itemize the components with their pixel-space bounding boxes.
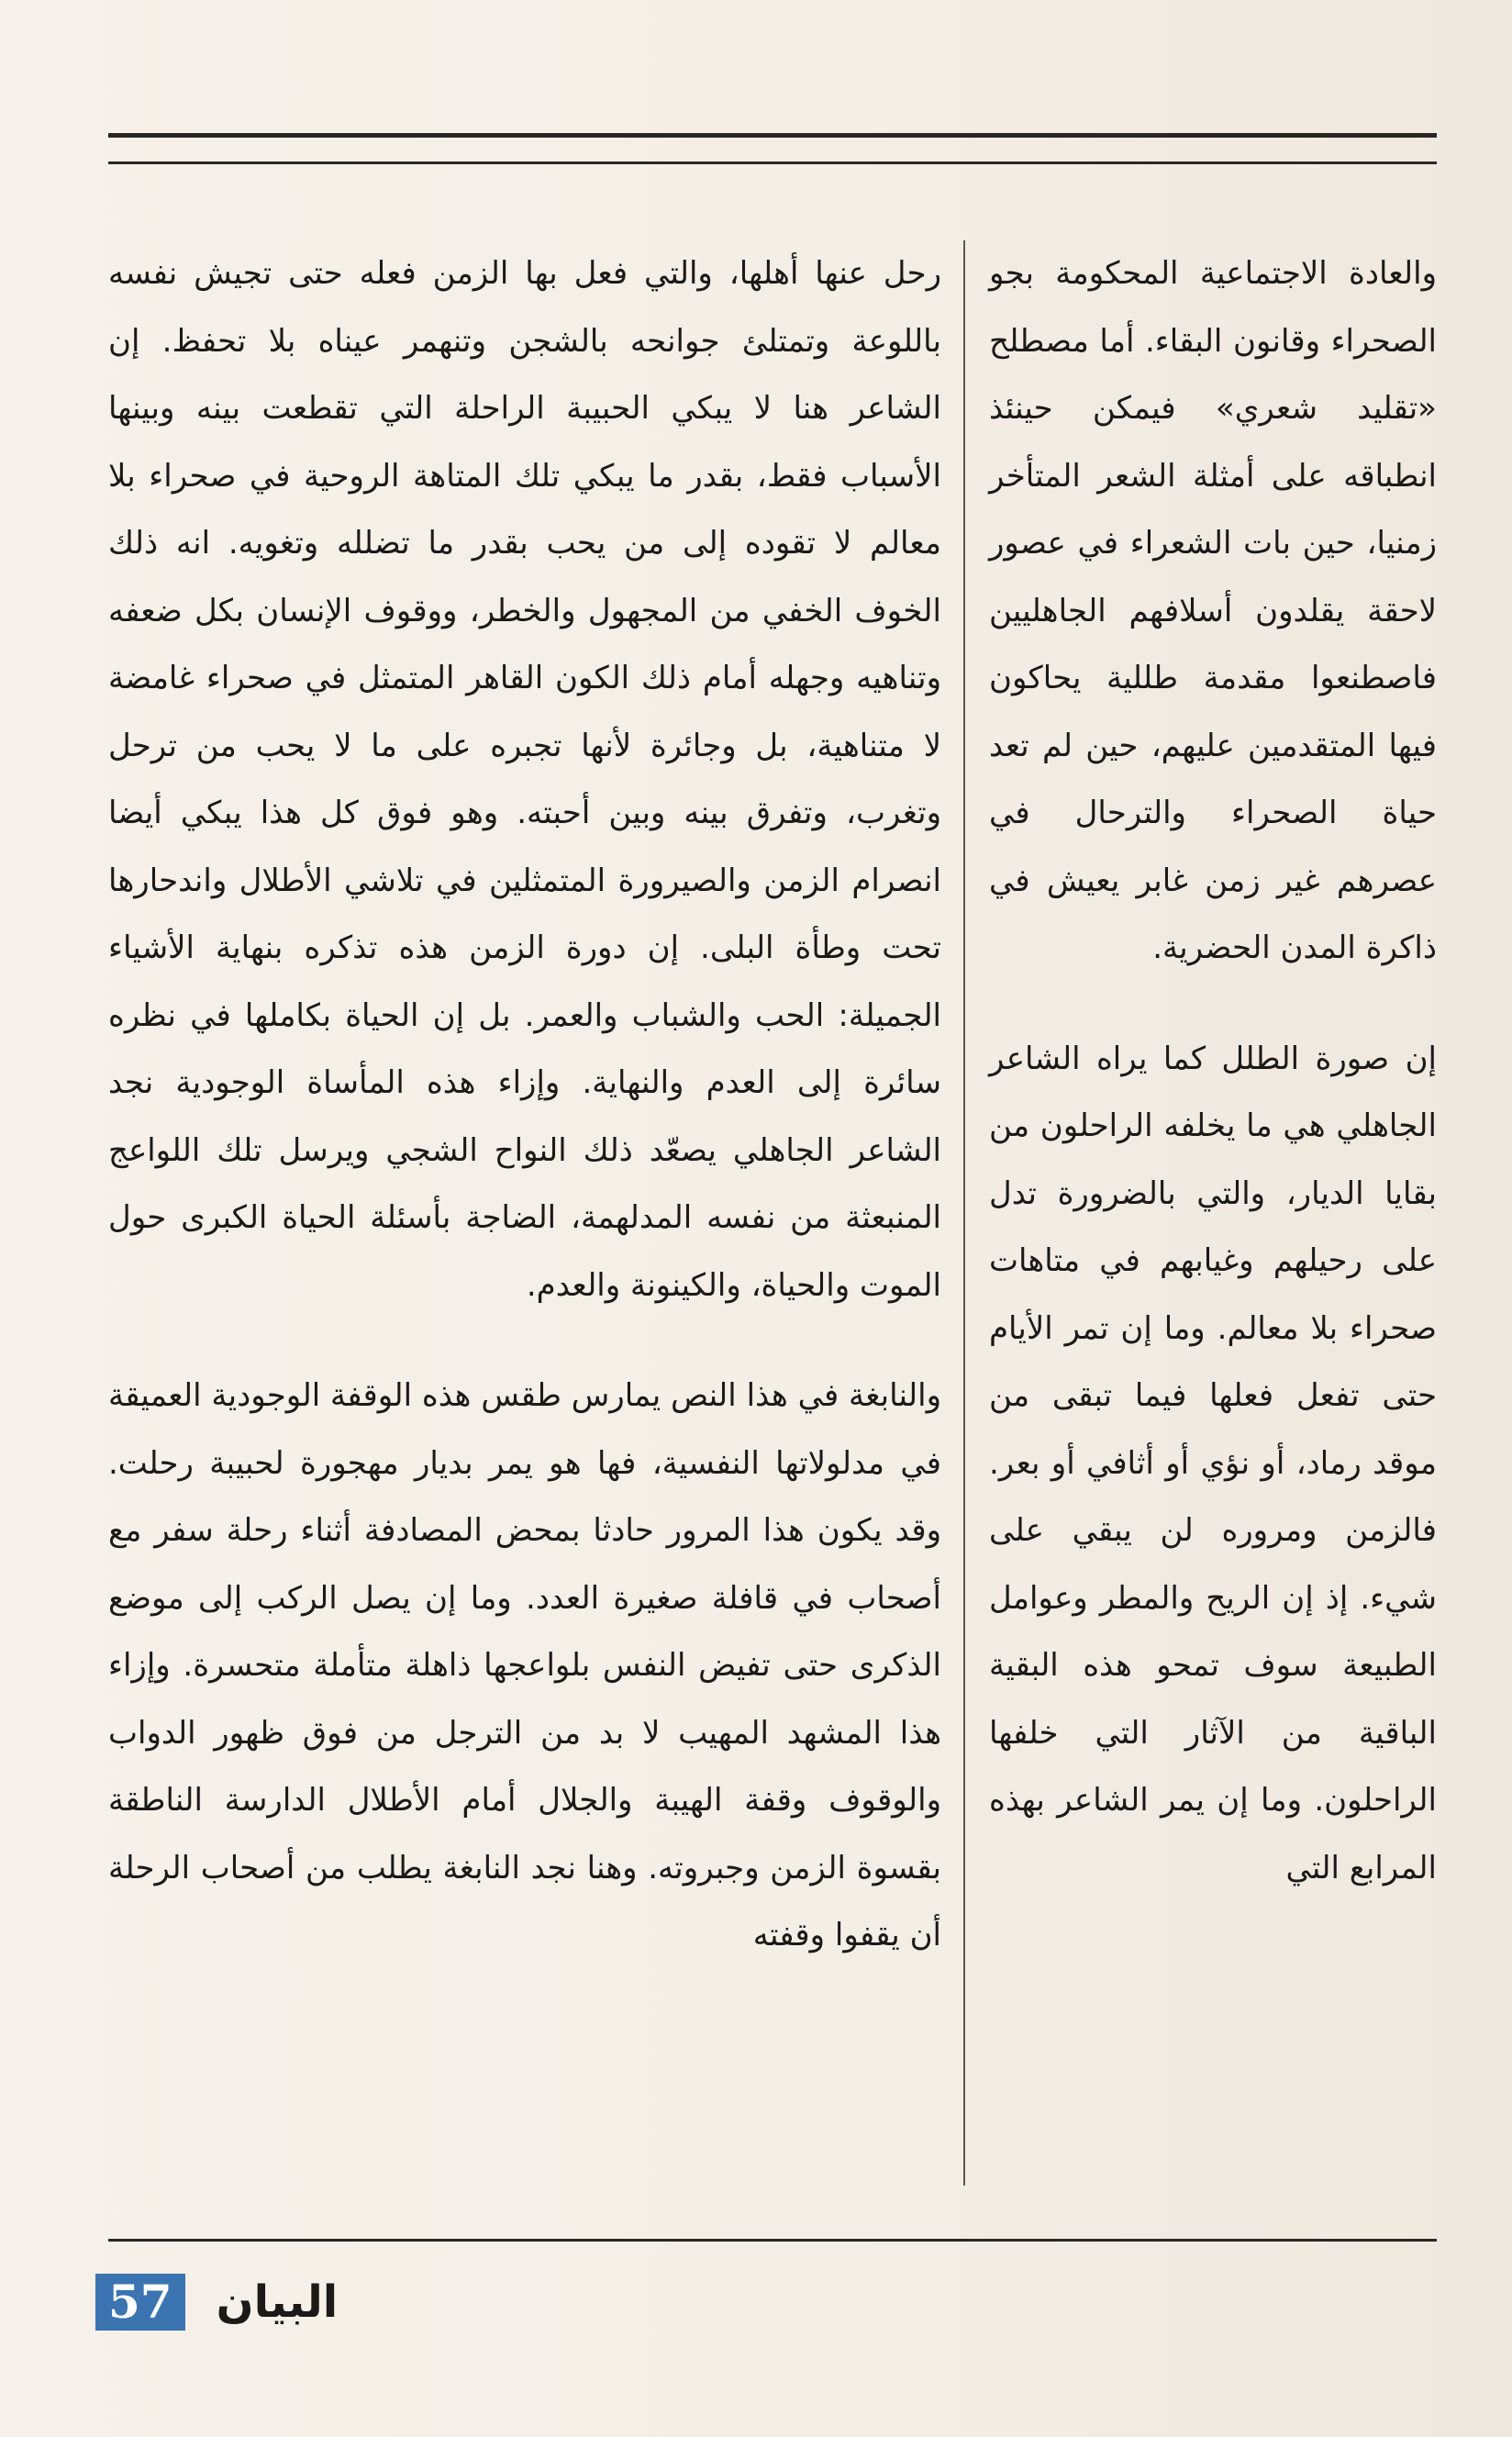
right-column: [989, 240, 1437, 1902]
column-divider: [963, 240, 965, 2186]
left-column-paragraph-1: رحل عنها أهلها، والتي فعل بها الزمن فعله حتى تجيش نفسه باللوعة وتمتلئ جوانحه بالشجن وتنهمر عيناه بلا تحفظ. إن الشاعر هنا لا يبكي الحبيبة الراحلة التي تقطعت بينه وبينها الأسباب فقط، بقدر ما يبكي تلك المتاهة الروحية في صحراء بلا معالم لا تقوده إلى من يحب بقدر ما تضلله وتغويه. انه ذلك الخوف الخفي من المجهول والخطر، ووقوف الإنسان بكل ضعفه وتناهيه وجهله أمام ذلك الكون القاهر المتمثل في صحراء غامضة لا متناهية، بل وجائرة لأنها تجبره على ما لا يحب من ترحل وتغرب، وتفرق بينه وبين أحبته. وهو فوق كل هذا يبكي أيضا انصرام الزمن والصيرورة المتمثلين في تلاشي الأطلال واندحارها تحت وطأة البلى. إن دورة الزمن هذه تذكره بنهاية الأشياء الجميلة: الحب والشباب والعمر. بل إن الحياة بكاملها في نظره سائرة إلى العدم والنهاية. وإزاء هذه المأساة الوجودية نجد الشاعر الجاهلي يصعّد ذلك النواح الشجي ويرسل تلك اللواعج المنبعثة من نفسه المدلهمة، الضاجة بأسئلة الحياة الكبرى حول الموت والحياة، والكينونة والعدم.: [108, 255, 941, 1304]
right-column-paragraph-2: إن صورة الطلل كما يراه الشاعر الجاهلي هي ما يخلفه الراحلون من بقايا الديار، والتي بالضرورة تدل على رحيلهم وغيابهم في متاهات صحراء بلا معالم. وما إن تمر الأيام حتى تفعل فعلها فيما تبقى من موقد رماد، أو نؤي أو أثافي أو بعر. فالزمن ومروره لن يبقي على شيء. إذ إن الريح والمطر وعوامل الطبيعة سوف تمحو هذه البقية الباقية من الآثار التي خلفها الراحلون. وما إن يمر الشاعر بهذه المرابع التي: [989, 1040, 1437, 1886]
magazine-name: البيان: [216, 2276, 339, 2328]
left-column-paragraph-2: والنابغة في هذا النص يمارس طقس هذه الوقفة الوجودية العميقة في مدلولاتها النفسية، فها هو يمر بديار مهجورة لحبيبة رحلت. وقد يكون هذا المرور حادثا بمحض المصادفة أثناء رحلة سفر مع أصحاب في قافلة صغيرة العدد. وما إن يصل الركب إلى موضع الذكرى حتى تفيض النفس بلواعجها ذاهلة متأملة متحسرة. وإزاء هذا المشهد المهيب لا بد من الترجل من فوق ظهور الدواب والوقوف وقفة الهيبة والجلال أمام الأطلال الدارسة الناطقة بقسوة الزمن وجبروته. وهنا نجد النابغة يطلب من أصحاب الرحلة أن يقفوا وقفته: [108, 1377, 941, 1953]
top-rule-thick: [108, 133, 1437, 138]
page-footer: [95, 2270, 338, 2334]
page-number: 57: [95, 2274, 185, 2331]
left-column: [108, 240, 941, 1970]
top-rule-thin: [108, 161, 1437, 164]
bottom-rule: [108, 2239, 1437, 2242]
right-column-paragraph-1: والعادة الاجتماعية المحكومة بجو الصحراء وقانون البقاء. أما مصطلح «تقليد شعري» فيمكن حينئذ انطباقه على أمثلة الشعر المتأخر زمنيا، حين بات الشعراء في عصور لاحقة يقلدون أسلافهم الجاهليين فاصطنعوا مقدمة طللية يحاكون فيها المتقدمين عليهم، حين لم تعد حياة الصحراء والترحال في عصرهم غير زمن غابر يعيش في ذاكرة المدن الحضرية.: [989, 255, 1437, 966]
